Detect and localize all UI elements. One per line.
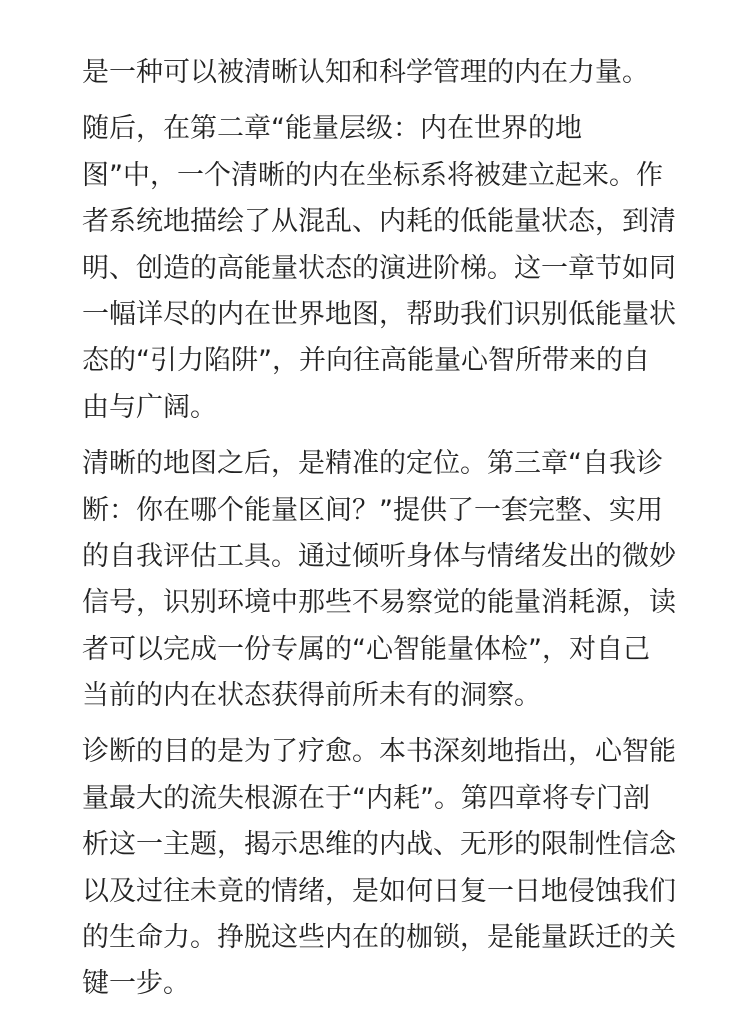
text-line: 量最大的流失根源在于“内耗”。第四章将专门剖 <box>82 782 650 814</box>
text-line: 由与广阔。 <box>82 391 217 423</box>
text-line: 的自我评估工具。通过倾听身体与情绪发出的微妙 <box>82 540 676 572</box>
document-page <box>82 50 682 1018</box>
text-line: 信号，识别环境中那些不易察觉的能量消耗源，读 <box>82 587 676 619</box>
text-line: 当前的内在状态获得前所未有的洞察。 <box>82 680 541 712</box>
text-line: 一幅详尽的内在世界地图，帮助我们识别低能量状 <box>82 298 676 330</box>
text-line: 者系统地描绘了从混乱、内耗的低能量状态，到清 <box>82 206 676 238</box>
text-line: 明、创造的高能量状态的演进阶梯。这一章节如同 <box>82 252 676 284</box>
text-line: 随后，在第二章“能量层级：内在世界的地 <box>82 113 582 145</box>
paragraph-4 <box>82 729 682 1007</box>
text-line: 键一步。 <box>82 968 190 1000</box>
text-line: 者可以完成一份专属的“心智能量体检”，对自己 <box>82 633 650 665</box>
paragraph-1 <box>82 50 682 96</box>
paragraph-3 <box>82 441 682 719</box>
paragraph-2 <box>82 106 682 431</box>
text-line: 诊断的目的是为了疗愈。本书深刻地指出，心智能 <box>82 736 676 768</box>
text-line: 图”中，一个清晰的内在坐标系将被建立起来。作 <box>82 159 663 191</box>
text-line: 断：你在哪个能量区间？”提供了一套完整、实用 <box>82 494 663 526</box>
text-line: 清晰的地图之后，是精准的定位。第三章“自我诊 <box>82 448 663 480</box>
text-line: 以及过往未竟的情绪，是如何日复一日地侵蚀我们 <box>82 875 676 907</box>
text-line: 的生命力。挣脱这些内在的枷锁，是能量跃迁的关 <box>82 922 676 954</box>
text-line: 析这一主题，揭示思维的内战、无形的限制性信念 <box>82 829 676 861</box>
text-line: 是一种可以被清晰认知和科学管理的内在力量。 <box>82 57 649 88</box>
text-line: 态的“引力陷阱”，并向往高能量心智所带来的自 <box>82 345 650 377</box>
